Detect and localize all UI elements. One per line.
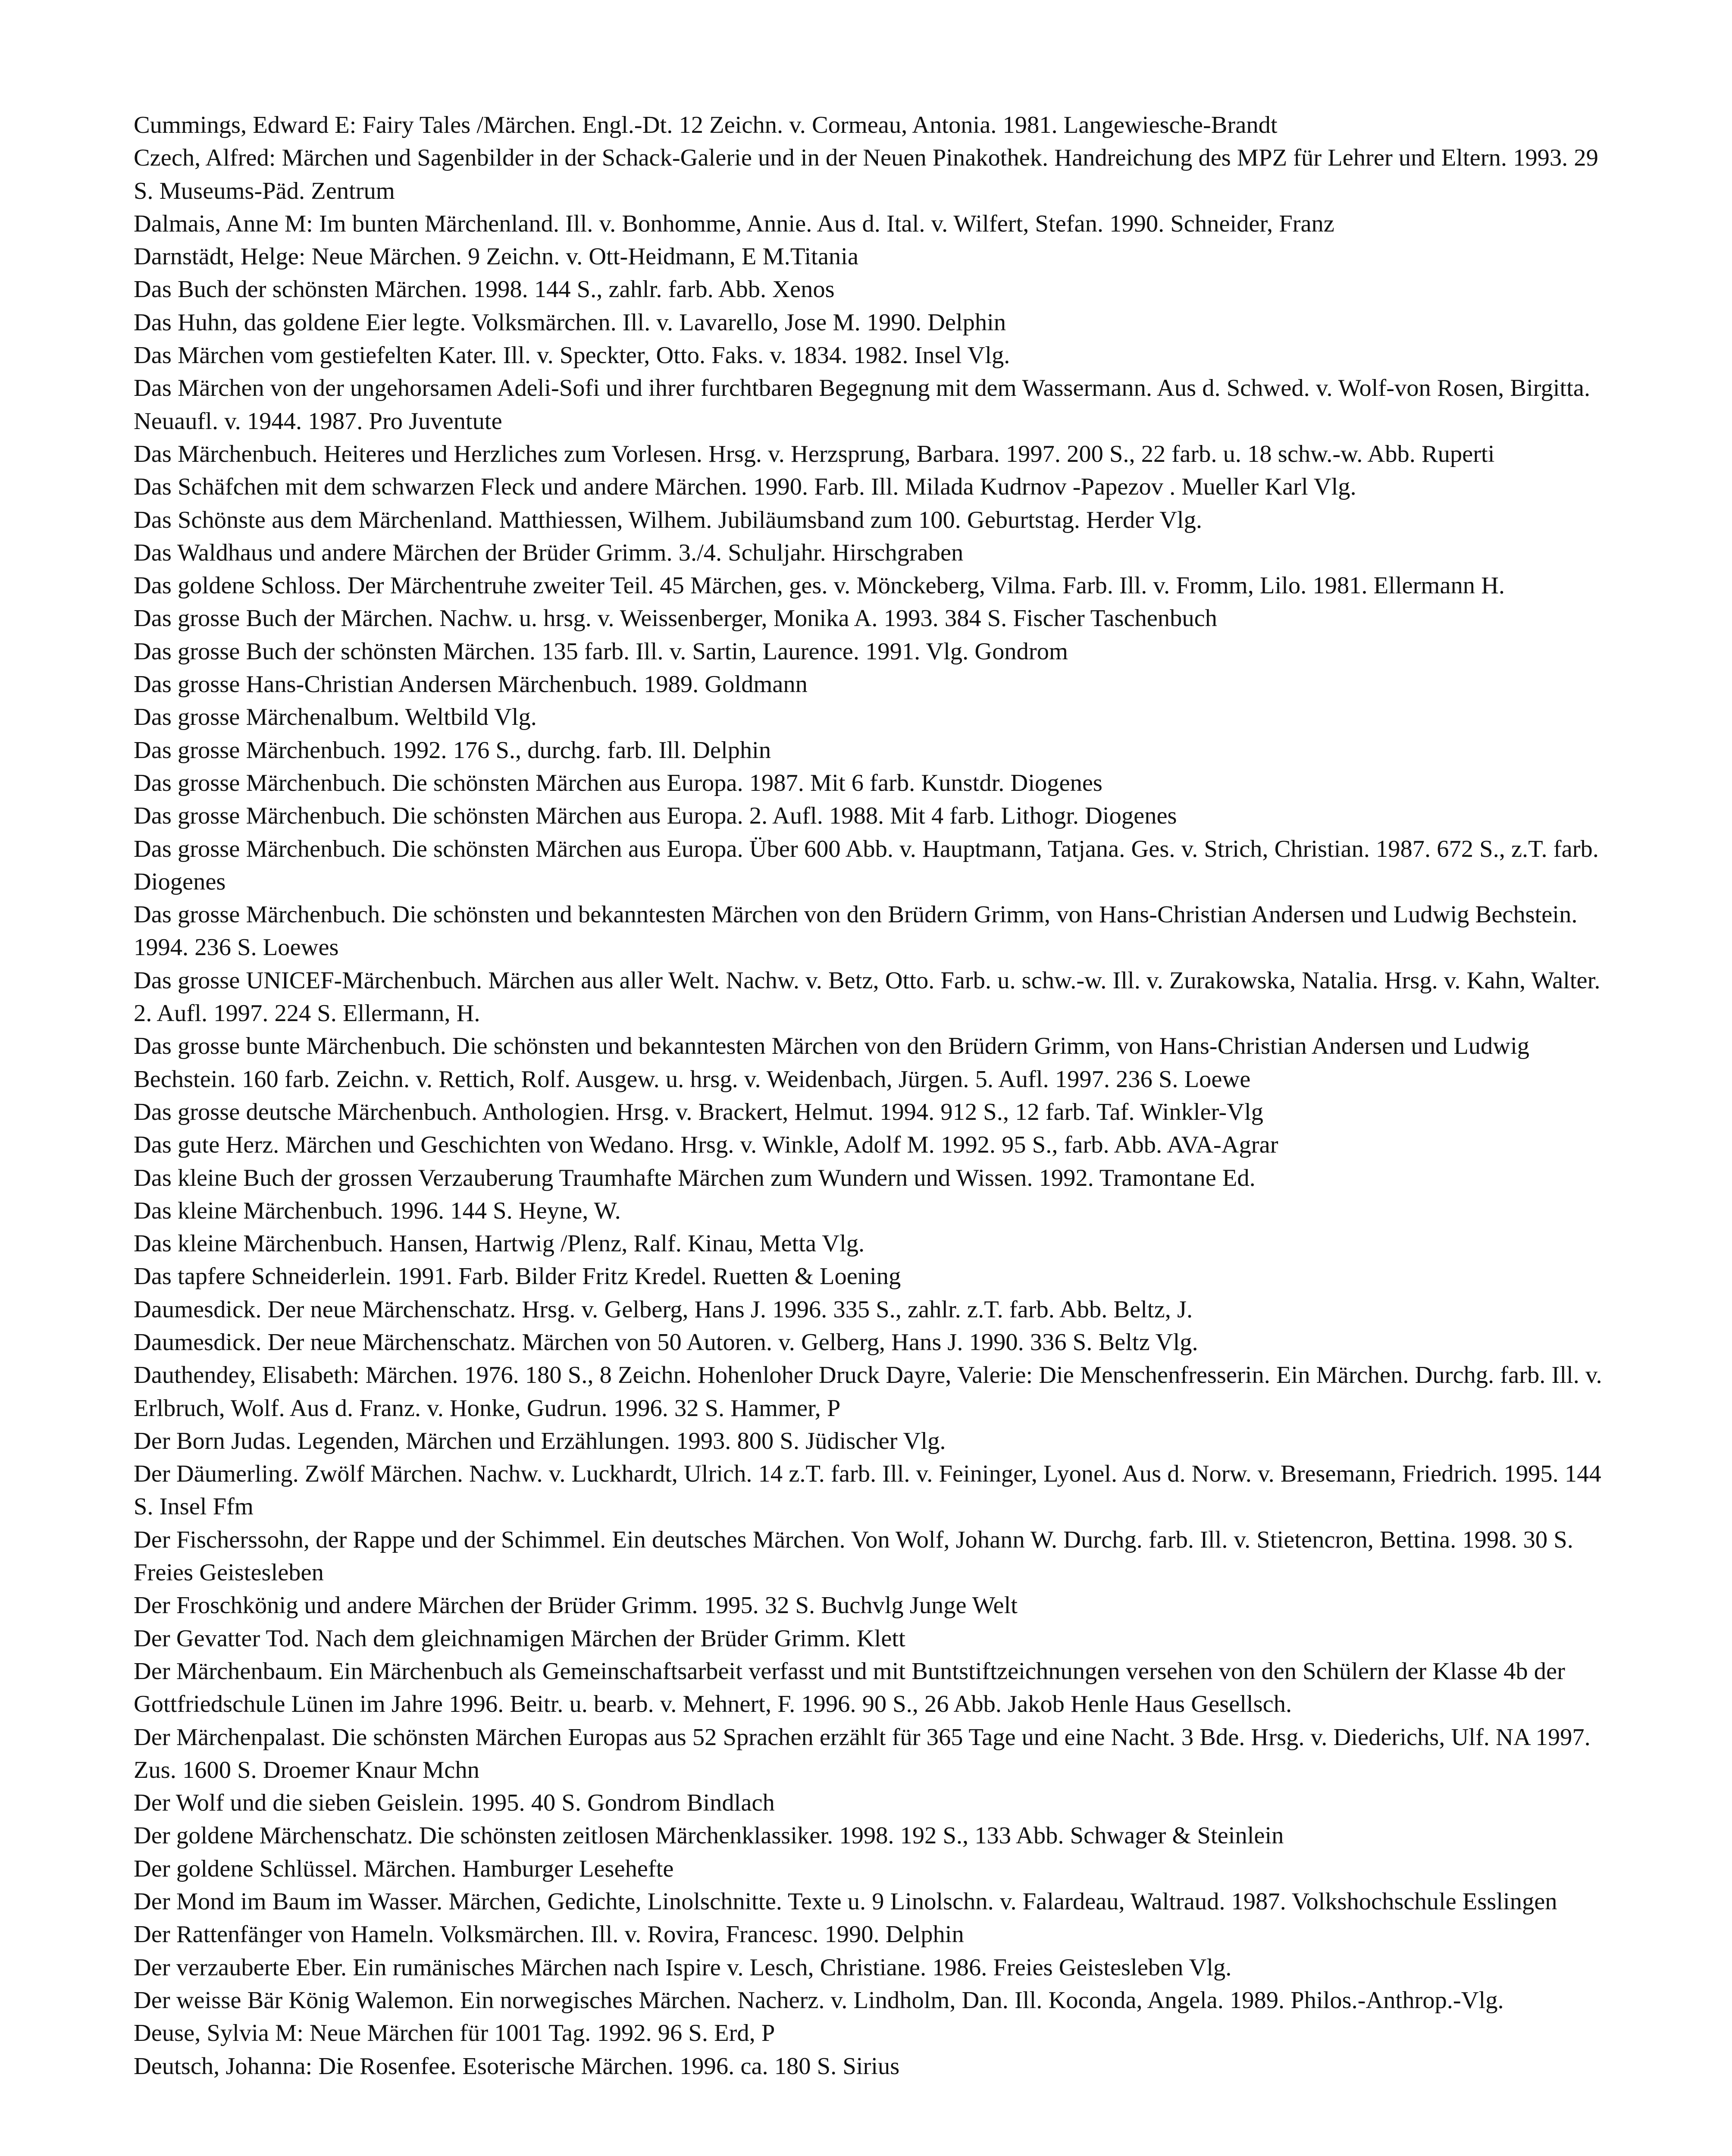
bibliography-entry: Das Märchenbuch. Heiteres und Herzliches zum Vorlesen. Hrsg. v. Herzsprung, Barbara. 1997. 200 S., 22 farb. u. 18 schw.-w. Abb. Ruperti	[134, 440, 1495, 467]
bibliography-entry: Der weisse Bär König Walemon. Ein norwegisches Märchen. Nacherz. v. Lindholm, Dan. Ill. Koconda, Angela. 1989. Philos.-Anthrop.-Vlg.	[134, 1987, 1504, 2014]
bibliography-entry: Dauthendey, Elisabeth: Märchen. 1976. 180 S., 8 Zeichn. Hohenloher Druck Dayre, Valerie: Die Menschenfresserin. Ein Märchen. Durchg. farb. Ill. v. Erlbruch, Wolf. Aus d. Franz. v. Honke, Gudrun. 1996. 32 S. Hammer, P	[134, 1362, 1602, 1422]
bibliography-entry: Dalmais, Anne M: Im bunten Märchenland. Ill. v. Bonhomme, Annie. Aus d. Ital. v. Wilfert, Stefan. 1990. Schneider, Franz	[134, 210, 1334, 237]
bibliography-entry: Das grosse Hans-Christian Andersen Märchenbuch. 1989. Goldmann	[134, 671, 808, 698]
bibliography-entry: Darnstädt, Helge: Neue Märchen. 9 Zeichn. v. Ott-Heidmann, E M.Titania	[134, 243, 858, 270]
bibliography-entry: Deutsch, Johanna: Die Rosenfee. Esoterische Märchen. 1996. ca. 180 S. Sirius	[134, 2053, 900, 2080]
bibliography-entry: Das Schönste aus dem Märchenland. Matthiessen, Wilhem. Jubiläumsband zum 100. Geburtstag. Herder Vlg.	[134, 506, 1202, 533]
bibliography-entry: Das gute Herz. Märchen und Geschichten von Wedano. Hrsg. v. Winkle, Adolf M. 1992. 95 S., farb. Abb. AVA-Agrar	[134, 1131, 1278, 1159]
bibliography-entry: Das Waldhaus und andere Märchen der Brüder Grimm. 3./4. Schuljahr. Hirschgraben	[134, 539, 964, 566]
bibliography-entry: Das goldene Schloss. Der Märchentruhe zweiter Teil. 45 Märchen, ges. v. Mönckeberg, Vilma. Farb. Ill. v. Fromm, Lilo. 1981. Ellermann H.	[134, 572, 1505, 599]
bibliography-entry: Daumesdick. Der neue Märchenschatz. Hrsg. v. Gelberg, Hans J. 1996. 335 S., zahlr. z.T. farb. Abb. Beltz, J.	[134, 1296, 1193, 1323]
bibliography-entry: Der Gevatter Tod. Nach dem gleichnamigen Märchen der Brüder Grimm. Klett	[134, 1625, 905, 1652]
bibliography-entry: Der Wolf und die sieben Geislein. 1995. 40 S. Gondrom Bindlach	[134, 1789, 775, 1817]
bibliography-entry: Der Froschkönig und andere Märchen der Brüder Grimm. 1995. 32 S. Buchvlg Junge Welt	[134, 1592, 1018, 1619]
bibliography-entry: Das tapfere Schneiderlein. 1991. Farb. Bilder Fritz Kredel. Ruetten & Loening	[134, 1263, 901, 1290]
bibliography-entry: Das grosse Märchenbuch. Die schönsten und bekanntesten Märchen von den Brüdern Grimm, von Hans-Christian Andersen und Ludwig Bechstein. 1994. 236 S. Loewes	[134, 901, 1578, 961]
bibliography-list	[134, 109, 1608, 2083]
bibliography-entry: Das Buch der schönsten Märchen. 1998. 144 S., zahlr. farb. Abb. Xenos	[134, 276, 835, 303]
bibliography-entry: Das grosse Märchenalbum. Weltbild Vlg.	[134, 704, 537, 731]
bibliography-entry: Das grosse Buch der Märchen. Nachw. u. hrsg. v. Weissenberger, Monika A. 1993. 384 S. Fischer Taschenbuch	[134, 605, 1217, 632]
bibliography-entry: Der Märchenbaum. Ein Märchenbuch als Gemeinschaftsarbeit verfasst und mit Buntstiftzeichnungen versehen von den Schülern der Klasse 4b der Gottfriedschule Lünen im Jahre 1996. Beitr. u. bearb. v. Mehnert, F. 1996. 90 S., 26 Abb. Jakob Henle Haus Gesellsch.	[134, 1658, 1565, 1718]
bibliography-entry: Das kleine Buch der grossen Verzauberung Traumhafte Märchen zum Wundern und Wissen. 1992. Tramontane Ed.	[134, 1164, 1256, 1191]
bibliography-entry: Cummings, Edward E: Fairy Tales /Märchen. Engl.-Dt. 12 Zeichn. v. Cormeau, Antonia. 1981. Langewiesche-Brandt	[134, 112, 1278, 138]
bibliography-entry: Der Märchenpalast. Die schönsten Märchen Europas aus 52 Sprachen erzählt für 365 Tage und eine Nacht. 3 Bde. Hrsg. v. Diederichs, Ulf. NA 1997. Zus. 1600 S. Droemer Knaur Mchn	[134, 1724, 1591, 1783]
bibliography-entry: Der Mond im Baum im Wasser. Märchen, Gedichte, Linolschnitte. Texte u. 9 Linolschn. v. Falardeau, Waltraud. 1987. Volkshochschule Esslingen	[134, 1888, 1557, 1915]
bibliography-entry: Das grosse Märchenbuch. Die schönsten Märchen aus Europa. 2. Aufl. 1988. Mit 4 farb. Lithogr. Diogenes	[134, 802, 1177, 830]
bibliography-entry: Das grosse UNICEF-Märchenbuch. Märchen aus aller Welt. Nachw. v. Betz, Otto. Farb. u. schw.-w. Ill. v. Zurakowska, Natalia. Hrsg. v. Kahn, Walter. 2. Aufl. 1997. 224 S. Ellermann, H.	[134, 967, 1600, 1027]
bibliography-entry: Das Schäfchen mit dem schwarzen Fleck und andere Märchen. 1990. Farb. Ill. Milada Kudrnov -Papezov . Mueller Karl Vlg.	[134, 473, 1356, 501]
bibliography-entry: Das grosse deutsche Märchenbuch. Anthologien. Hrsg. v. Brackert, Helmut. 1994. 912 S., 12 farb. Taf. Winkler-Vlg	[134, 1098, 1263, 1125]
bibliography-entry: Das Huhn, das goldene Eier legte. Volksmärchen. Ill. v. Lavarello, Jose M. 1990. Delphin	[134, 309, 1006, 336]
bibliography-entry: Der Rattenfänger von Hameln. Volksmärchen. Ill. v. Rovira, Francesc. 1990. Delphin	[134, 1921, 964, 1948]
bibliography-entry: Das grosse Märchenbuch. 1992. 176 S., durchg. farb. Ill. Delphin	[134, 736, 771, 764]
bibliography-entry: Der goldene Märchenschatz. Die schönsten zeitlosen Märchenklassiker. 1998. 192 S., 133 Abb. Schwager & Steinlein	[134, 1822, 1284, 1849]
bibliography-entry: Das kleine Märchenbuch. Hansen, Hartwig /Plenz, Ralf. Kinau, Metta Vlg.	[134, 1230, 865, 1257]
bibliography-entry: Der verzauberte Eber. Ein rumänisches Märchen nach Ispire v. Lesch, Christiane. 1986. Freies Geistesleben Vlg.	[134, 1954, 1232, 1981]
bibliography-entry: Das Märchen vom gestiefelten Kater. Ill. v. Speckter, Otto. Faks. v. 1834. 1982. Insel Vlg.	[134, 342, 1010, 369]
bibliography-entry: Der Born Judas. Legenden, Märchen und Erzählungen. 1993. 800 S. Jüdischer Vlg.	[134, 1427, 946, 1454]
bibliography-entry: Czech, Alfred: Märchen und Sagenbilder in der Schack-Galerie und in der Neuen Pinakothek. Handreichung des MPZ für Lehrer und Eltern. 1993. 29 S. Museums-Päd. Zentrum	[134, 144, 1598, 204]
bibliography-entry: Das grosse Märchenbuch. Die schönsten Märchen aus Europa. Über 600 Abb. v. Hauptmann, Tatjana. Ges. v. Strich, Christian. 1987. 672 S., z.T. farb. Diogenes	[134, 835, 1599, 895]
bibliography-entry: Der Fischerssohn, der Rappe und der Schimmel. Ein deutsches Märchen. Von Wolf, Johann W. Durchg. farb. Ill. v. Stietencron, Bettina. 1998. 30 S. Freies Geistesleben	[134, 1526, 1573, 1586]
bibliography-entry: Das kleine Märchenbuch. 1996. 144 S. Heyne, W.	[134, 1197, 621, 1224]
bibliography-entry: Der Däumerling. Zwölf Märchen. Nachw. v. Luckhardt, Ulrich. 14 z.T. farb. Ill. v. Feininger, Lyonel. Aus d. Norw. v. Bresemann, Friedrich. 1995. 144 S. Insel Ffm	[134, 1460, 1601, 1520]
bibliography-entry: Das grosse bunte Märchenbuch. Die schönsten und bekanntesten Märchen von den Brüdern Grimm, von Hans-Christian Andersen und Ludwig Bechstein. 160 farb. Zeichn. v. Rettich, Rolf. Ausgew. u. hrsg. v. Weidenbach, Jürgen. 5. Aufl. 1997. 236 S. Loewe	[134, 1033, 1530, 1093]
bibliography-entry: Daumesdick. Der neue Märchenschatz. Märchen von 50 Autoren. v. Gelberg, Hans J. 1990. 336 S. Beltz Vlg.	[134, 1329, 1198, 1356]
bibliography-entry: Deuse, Sylvia M: Neue Märchen für 1001 Tag. 1992. 96 S. Erd, P	[134, 2020, 775, 2047]
bibliography-entry: Der goldene Schlüssel. Märchen. Hamburger Lesehefte	[134, 1855, 674, 1882]
bibliography-entry: Das Märchen von der ungehorsamen Adeli-Sofi und ihrer furchtbaren Begegnung mit dem Wassermann. Aus d. Schwed. v. Wolf-von Rosen, Birgitta. Neuaufl. v. 1944. 1987. Pro Juventute	[134, 375, 1591, 435]
bibliography-entry: Das grosse Buch der schönsten Märchen. 135 farb. Ill. v. Sartin, Laurence. 1991. Vlg. Gondrom	[134, 638, 1068, 665]
bibliography-entry: Das grosse Märchenbuch. Die schönsten Märchen aus Europa. 1987. Mit 6 farb. Kunstdr. Diogenes	[134, 769, 1102, 796]
